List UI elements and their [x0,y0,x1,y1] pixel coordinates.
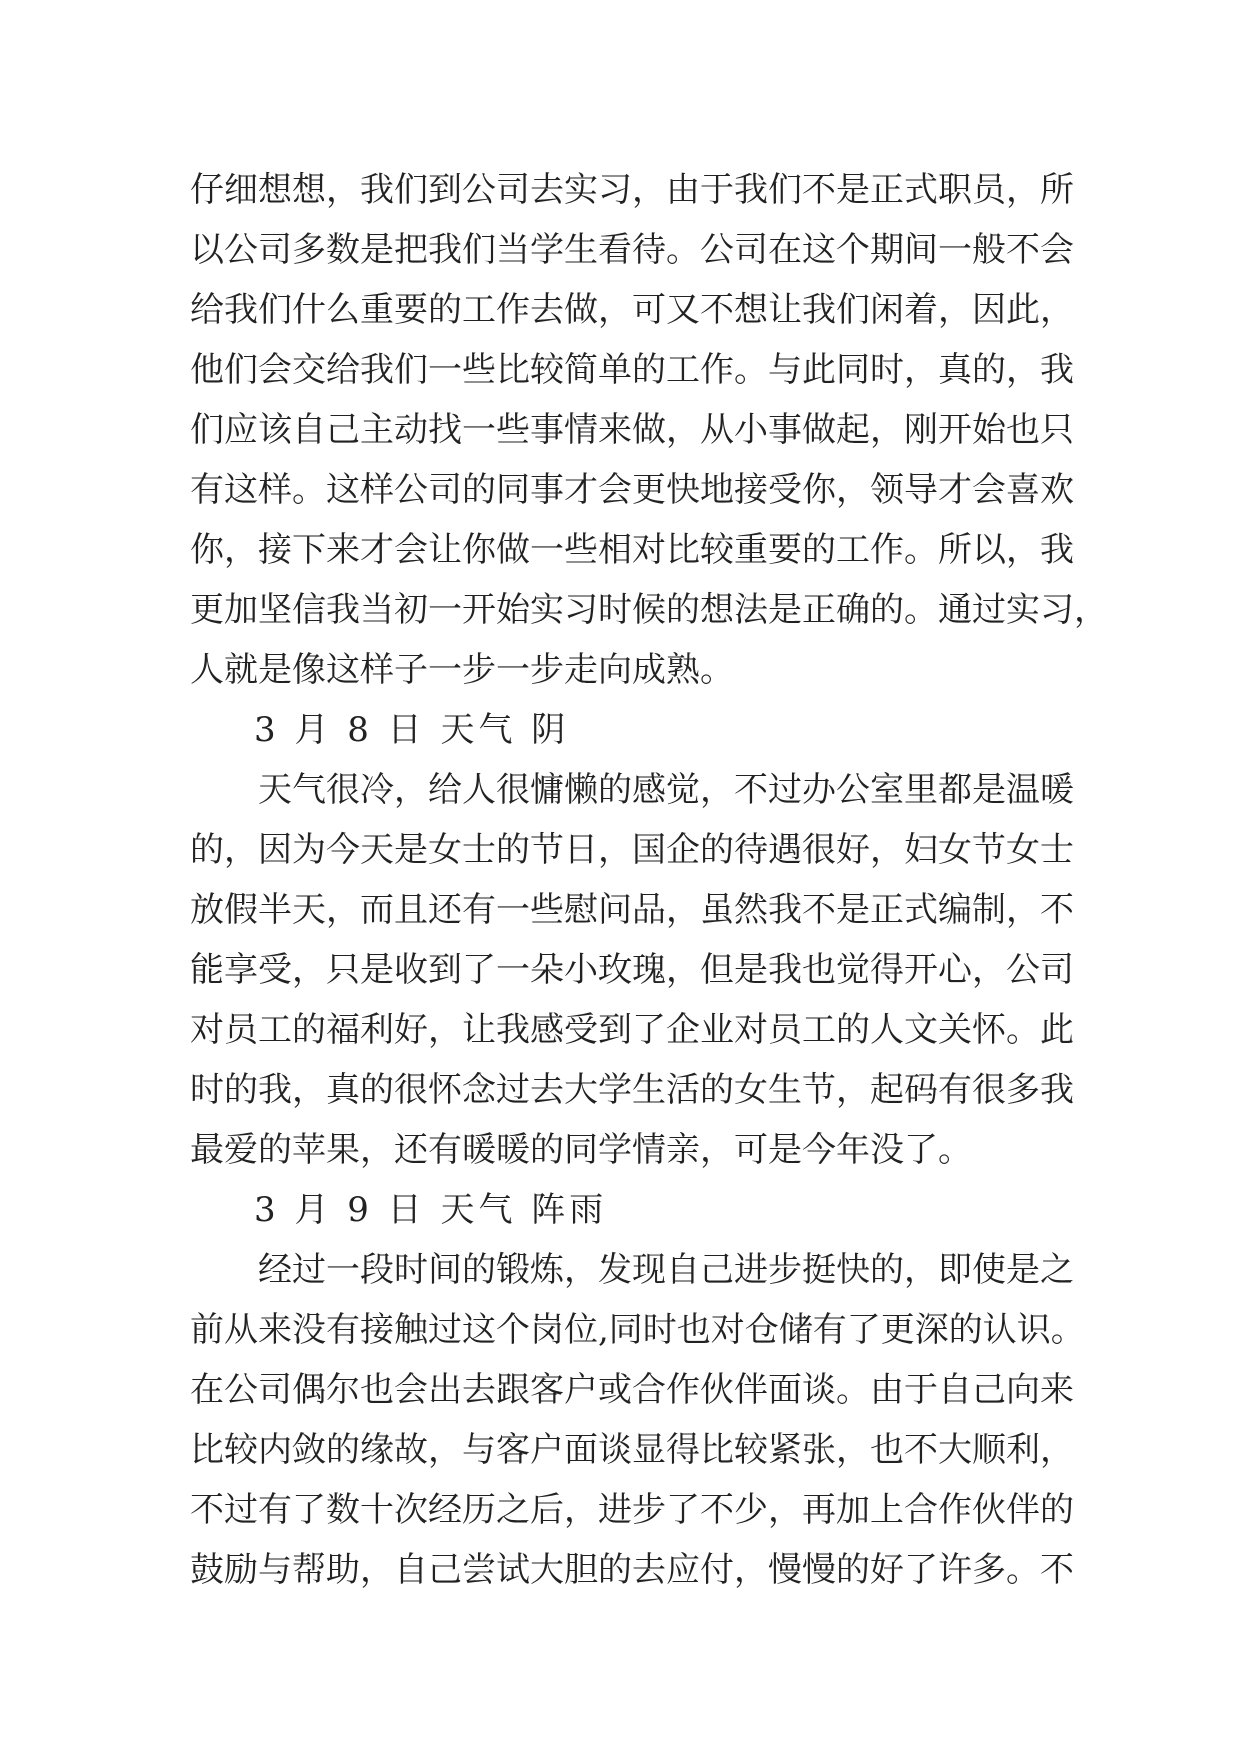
diary-date-heading: 3 月 8 日 天气 阴 [254,710,570,750]
paragraph-internship-reflection [190,160,1108,700]
text-line: 前从来没有接触过这个岗位,同时也对仓储有了更深的认识。 [190,1310,1085,1350]
text-line: 给我们什么重要的工作去做，可又不想让我们闲着，因此， [190,290,1074,330]
text-line: 鼓励与帮助，自己尝试大胆的去应付，慢慢的好了许多。不 [190,1550,1074,1590]
text-line: 更加坚信我当初一开始实习时候的想法是正确的。通过实习， [190,590,1108,630]
text-line: 以公司多数是把我们当学生看待。公司在这个期间一般不会 [190,230,1074,270]
text-line: 们应该自己主动找一些事情来做，从小事做起，刚开始也只 [190,410,1074,450]
text-line: 有这样。这样公司的同事才会更快地接受你，领导才会喜欢 [190,470,1074,510]
text-line: 人就是像这样子一步一步走向成熟。 [190,650,734,690]
text-line: 时的我，真的很怀念过去大学生活的女生节，起码有很多我 [190,1070,1074,1110]
text-line: 天气很冷，给人很慵懒的感觉，不过办公室里都是温暖 [258,770,1074,810]
text-line: 放假半天，而且还有一些慰问品，虽然我不是正式编制，不 [190,890,1074,930]
document-body [190,160,1108,1600]
text-line: 你，接下来才会让你做一些相对比较重要的工作。所以，我 [190,530,1074,570]
diary-date-heading: 3 月 9 日 天气 阵雨 [254,1190,608,1230]
text-line: 最爱的苹果，还有暖暖的同学情亲，可是今年没了。 [190,1130,972,1170]
text-line: 对员工的福利好，让我感受到了企业对员工的人文关怀。此 [190,1010,1074,1050]
text-line: 仔细想想，我们到公司去实习，由于我们不是正式职员，所 [190,170,1074,210]
paragraph-womens-day [190,760,1074,1180]
text-line: 在公司偶尔也会出去跟客户或合作伙伴面谈。由于自己向来 [190,1370,1074,1410]
text-line: 经过一段时间的锻炼，发现自己进步挺快的，即使是之 [258,1250,1074,1290]
text-line: 他们会交给我们一些比较简单的工作。与此同时，真的，我 [190,350,1074,390]
text-line: 能享受，只是收到了一朵小玫瑰，但是我也觉得开心，公司 [190,950,1074,990]
text-line: 比较内敛的缘故，与客户面谈显得比较紧张，也不大顺利， [190,1430,1074,1470]
text-line: 不过有了数十次经历之后，进步了不少，再加上合作伙伴的 [190,1490,1074,1530]
paragraph-progress [190,1240,1085,1600]
text-line: 的，因为今天是女士的节日，国企的待遇很好，妇女节女士 [190,830,1074,870]
